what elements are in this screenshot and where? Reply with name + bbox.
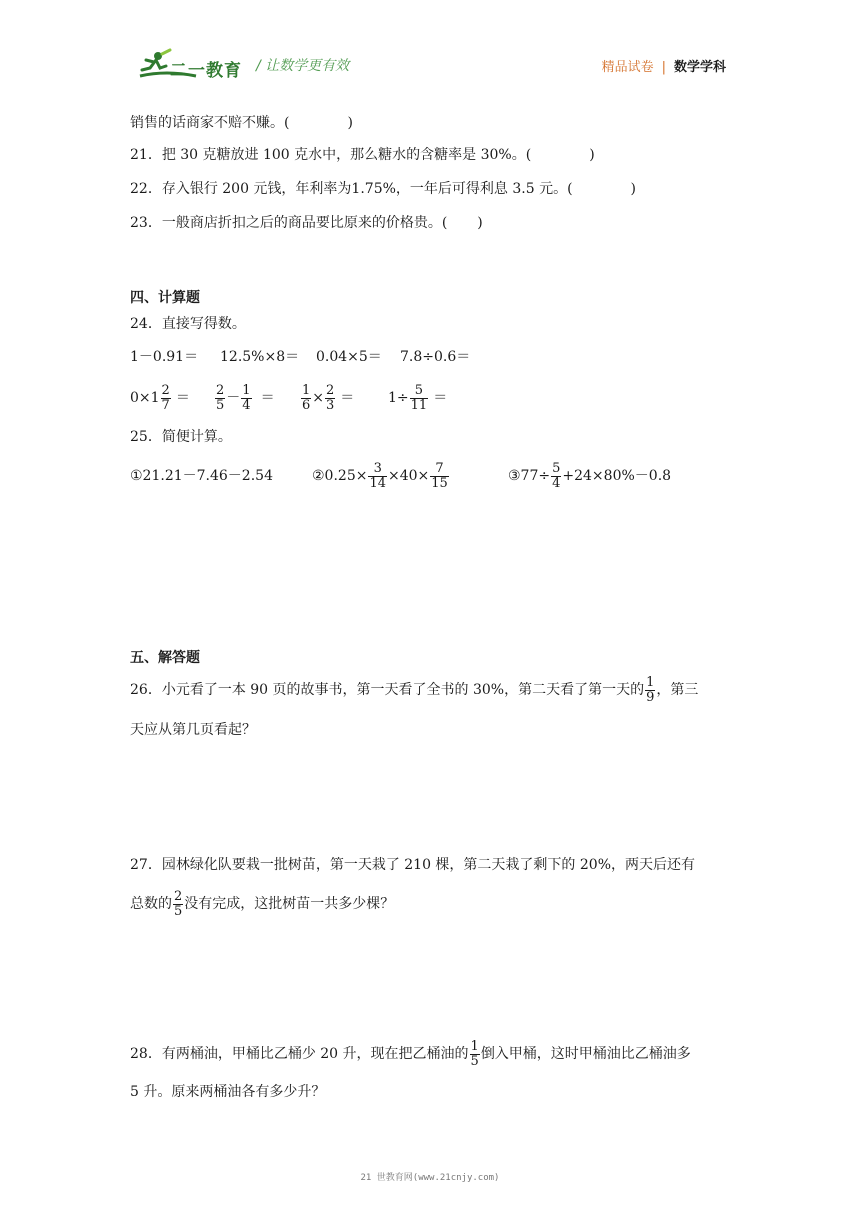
question-23: [130, 213, 483, 233]
oral-calc-5: [130, 380, 190, 416]
header-label-subject: 数学学科: [673, 60, 726, 75]
question-text: 21．把 30 克糖放进 100 克水中，那么糖水的含糖率是 30%。(: [130, 147, 532, 163]
fraction: $\frac{2}{7}$: [161, 382, 170, 413]
oral-calc-2: 12.5%×8＝: [220, 349, 300, 365]
fraction: $\frac{5}{4}$: [552, 460, 561, 491]
section-5-title: 五、解答题: [130, 650, 200, 666]
question-25: 25．简便计算。: [130, 429, 232, 445]
question-text: 22．存入银行 200 元钱，年利率为1.75%，一年后可得利息 3.5 元。(: [130, 181, 573, 197]
fraction: $\frac{3}{14}$: [369, 460, 386, 491]
question-20-continuation: [130, 113, 353, 133]
equals: ＝: [433, 390, 448, 406]
oral-calc-3: 0.04×5＝: [316, 349, 382, 365]
operator: ×: [312, 390, 325, 406]
fraction: $\frac{7}{15}$: [431, 460, 448, 491]
question-21: [130, 145, 595, 165]
question-27-line-2: [130, 884, 394, 924]
close-paren: ): [477, 215, 483, 231]
oral-calc-1: 1－0.91＝: [130, 349, 199, 365]
expr-text: ②0.25×: [312, 468, 368, 484]
fraction: $\frac{5}{11}$: [410, 382, 428, 413]
question-26-line-1: [130, 672, 698, 708]
expr-text: +24×80%－0.8: [562, 468, 672, 484]
question-text: 倒入甲桶，这时甲桶油比乙桶油多: [480, 1046, 691, 1062]
fraction: $\frac{1}{5}$: [470, 1038, 479, 1069]
fraction: $\frac{2}{5}$: [174, 888, 183, 919]
question-28-line-1: [130, 1034, 691, 1074]
question-28-line-2: 5 升。原来两桶油各有多少升？: [130, 1084, 326, 1100]
oral-calc-7: [300, 380, 354, 416]
simple-calc-2: [312, 456, 450, 496]
question-text: 销售的话商家不赔不赚。(: [130, 115, 290, 131]
question-text: 没有完成，这批树苗一共多少棵？: [184, 896, 395, 912]
header-separator: |: [661, 60, 666, 75]
question-text: 总数的: [130, 896, 172, 912]
question-text: ，第三: [656, 682, 699, 698]
question-24: 24．直接写得数。: [130, 316, 246, 332]
brand-name: 二一教育: [170, 61, 242, 81]
operator: －: [226, 390, 241, 406]
fraction: $\frac{2}{5}$: [216, 382, 225, 413]
question-27-line-1: 27．园林绿化队要栽一批树苗，第一天栽了 210 棵，第二天栽了剩下的 20%，两天后还有: [130, 857, 696, 873]
close-paren: ): [347, 115, 353, 131]
question-22: [130, 179, 636, 199]
question-text: 28．有两桶油，甲桶比乙桶少 20 升，现在把乙桶油的: [130, 1046, 469, 1062]
close-paren: ): [630, 181, 637, 197]
fraction: $\frac{1}{9}$: [646, 674, 655, 705]
page-footer: 21 世教育网(www.21cnjy.com): [360, 1173, 500, 1183]
fraction: $\frac{1}{4}$: [242, 382, 251, 413]
question-26-line-2: 天应从第几页看起？: [130, 722, 256, 738]
expr-text: ③77÷: [508, 468, 551, 484]
equals: ＝: [175, 390, 190, 406]
oral-calc-8: [388, 380, 447, 416]
fraction: $\frac{1}{6}$: [302, 382, 311, 413]
oral-calc-6: [214, 380, 275, 416]
close-paren: ): [589, 147, 595, 163]
question-text: 26．小元看了一本 90 页的故事书，第一天看了全书的 30%，第二天看了第一天的: [130, 682, 645, 698]
expr-text: ×40×: [388, 468, 430, 484]
equals: ＝: [260, 390, 275, 406]
question-text: 23．一般商店折扣之后的商品要比原来的价格贵。(: [130, 215, 448, 231]
section-4-title: 四、计算题: [130, 290, 200, 306]
expr-text: 1÷: [388, 390, 409, 406]
slogan: / 让数学更有效: [256, 58, 350, 74]
equals: ＝: [340, 390, 355, 406]
simple-calc-1: ①21.21－7.46－2.54: [130, 468, 273, 484]
simple-calc-3: [508, 456, 671, 496]
header-right: [602, 56, 726, 75]
header-label-quality: 精品试卷: [601, 60, 654, 75]
expr-text: 0×1: [130, 390, 160, 406]
fraction: $\frac{2}{3}$: [326, 382, 335, 413]
oral-calc-4: 7.8÷0.6＝: [400, 349, 471, 365]
